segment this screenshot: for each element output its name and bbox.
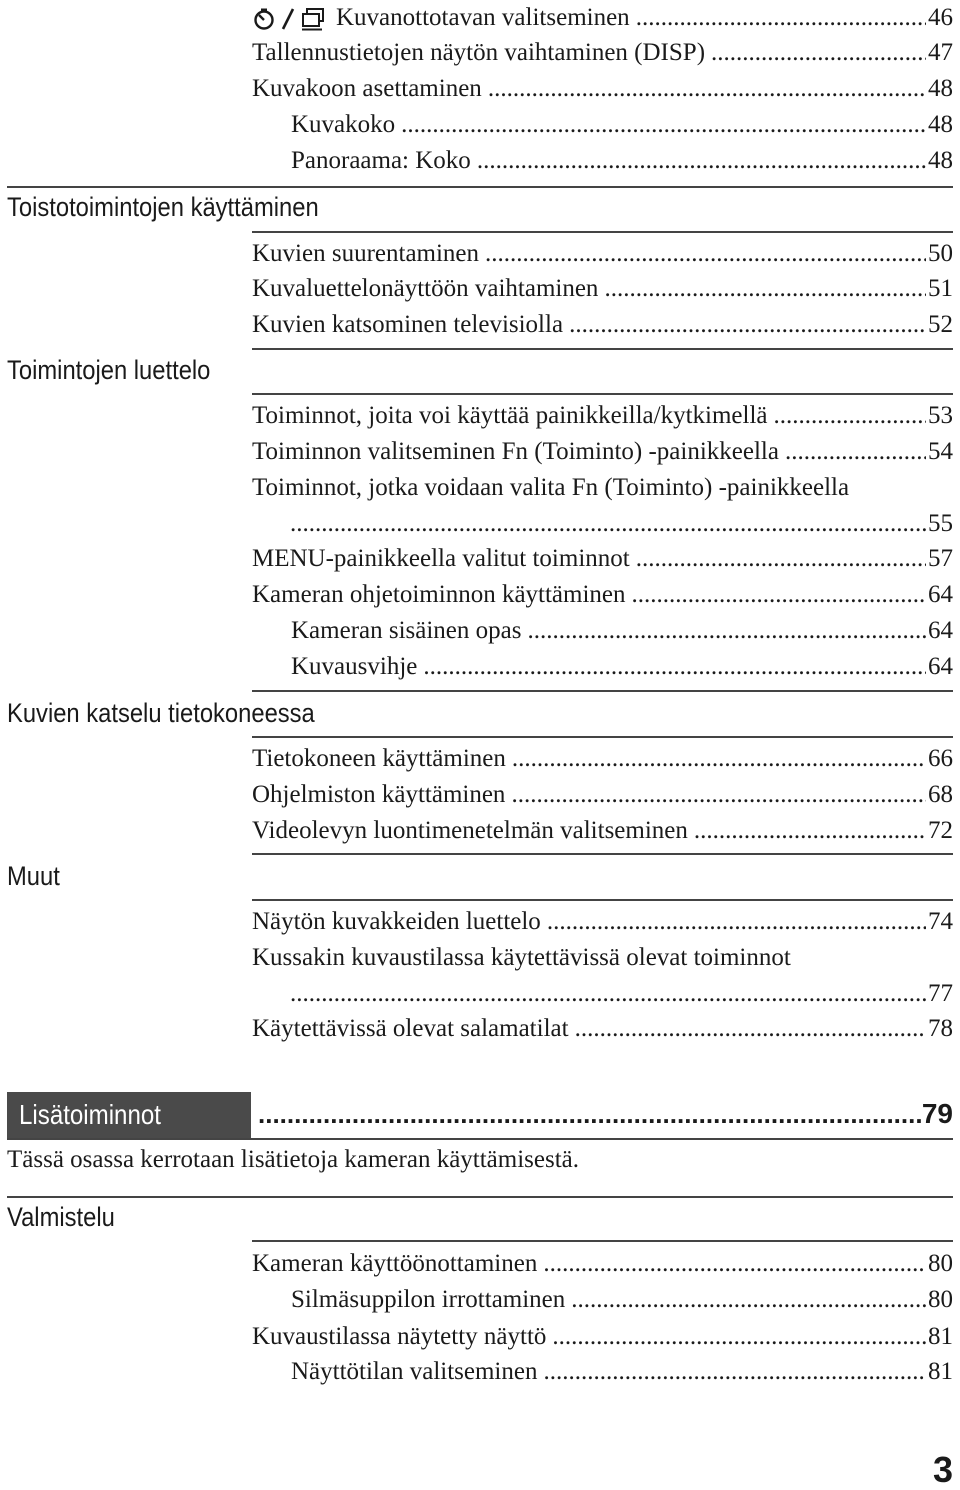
toc-entry-title: Videolevyn luontimenetelmän valitseminen [252, 817, 688, 844]
chapter-description: Tässä osassa kerrotaan lisätietoja kameran käyttämisestä. [7, 1146, 580, 1173]
toc-subentry[interactable] [291, 613, 953, 649]
toc-entry-title: Toiminnot, joita voi käyttää painikkeilla/kytkimellä [252, 402, 768, 429]
toc-entry-title: Tietokoneen käyttäminen [252, 745, 506, 772]
toc-entry-page: 48 [928, 111, 953, 138]
continuous-shooting-icon [300, 7, 326, 31]
page-number: 3 [932, 1449, 953, 1490]
toc-entry-page: 81 [928, 1358, 953, 1385]
toc-entry-continuation[interactable] [252, 976, 953, 1012]
toc-entry-title: Näyttötilan valitseminen [291, 1358, 538, 1385]
toc-entry-page: 64 [928, 653, 953, 680]
toc-entry[interactable] [252, 1011, 953, 1047]
section-divider [252, 348, 953, 350]
toc-entry[interactable] [252, 271, 953, 307]
section-divider [252, 736, 953, 738]
toc-entry-page: 68 [928, 781, 953, 808]
toc-entry-title: Tallennustietojen näytön vaihtaminen (DISP) [252, 39, 706, 66]
section-title: Toimintojen luettelo [7, 355, 211, 385]
slash-icon [280, 7, 296, 31]
section-title: Kuvien katselu tietokoneessa [7, 698, 315, 728]
toc-subentry[interactable] [291, 107, 953, 143]
section-divider [7, 1138, 953, 1140]
toc-entry[interactable] [252, 236, 953, 272]
toc-entry[interactable] [252, 35, 953, 71]
toc-entry[interactable] [252, 541, 953, 577]
toc-entry-page: 54 [928, 438, 953, 465]
toc-entry-title: Kuvaluettelonäyttöön vaihtaminen [252, 275, 599, 302]
chapter-title: Lisätoiminnot [19, 1099, 161, 1130]
toc-entry-page: 48 [928, 147, 953, 174]
toc-entry[interactable] [252, 398, 953, 434]
toc-entry-page: 72 [928, 817, 953, 844]
toc-entry[interactable] [252, 904, 953, 940]
toc-subentry[interactable] [291, 1282, 953, 1318]
section-divider [252, 393, 953, 395]
toc-entry[interactable] [252, 813, 953, 849]
toc-entry-page: 80 [928, 1250, 953, 1277]
toc-entry[interactable] [252, 1246, 953, 1282]
section-divider [252, 1240, 953, 1242]
toc-entry-page: 50 [928, 240, 953, 267]
toc-entry[interactable] [252, 307, 953, 343]
section-title: Toistotoimintojen käyttäminen [7, 192, 319, 222]
toc-entry-page: 48 [928, 75, 953, 102]
toc-entry-title: Toiminnon valitseminen Fn (Toiminto) -painikkeella [252, 438, 779, 465]
toc-entry-page: 55 [928, 510, 953, 537]
toc-entry-title: Näytön kuvakkeiden luettelo [252, 908, 541, 935]
toc-entry-title: Kuvakoko [291, 111, 396, 138]
toc-entry-page: 51 [928, 275, 953, 302]
toc-entry-title: Silmäsuppilon irrottaminen [291, 1286, 566, 1313]
toc-subentry[interactable] [291, 143, 953, 179]
toc-subentry[interactable] [291, 649, 953, 685]
toc-entry-page: 81 [928, 1323, 953, 1350]
toc-entry-title: Kameran sisäinen opas [291, 617, 522, 644]
section-divider [252, 899, 953, 901]
toc-entry[interactable] [252, 0, 953, 36]
section-divider [252, 853, 953, 855]
toc-entry-page: 74 [928, 908, 953, 935]
toc-entry-title: Kameran käyttöönottaminen [252, 1250, 538, 1277]
chapter-page: 79 [921, 1098, 953, 1129]
toc-entry-title: Kuvien suurentaminen [252, 240, 480, 267]
section-title: Valmistelu [7, 1202, 115, 1232]
section-divider [252, 690, 953, 692]
toc-entry-title: Kameran ohjetoiminnon käyttäminen [252, 581, 626, 608]
toc-entry-title: Käytettävissä olevat salamatilat [252, 1015, 569, 1042]
toc-entry-page: 47 [928, 39, 953, 66]
section-title: Muut [7, 861, 60, 891]
section-divider [7, 186, 953, 188]
toc-entry-page: 66 [928, 745, 953, 772]
toc-entry-page: 57 [928, 545, 953, 572]
chapter-heading[interactable] [7, 1092, 251, 1138]
toc-entry-title: Kuvanottotavan valitseminen [336, 4, 630, 31]
toc-entry[interactable] [252, 470, 953, 506]
toc-entry-page: 52 [928, 311, 953, 338]
toc-entry-title: Kussakin kuvaustilassa käytettävissä olevat toiminnot [252, 944, 791, 971]
section-divider [7, 1196, 953, 1198]
toc-entry-title: Kuvien katsominen televisiolla [252, 311, 564, 338]
toc-entry-page: 80 [928, 1286, 953, 1313]
drive-mode-icons [252, 7, 326, 31]
toc-entry[interactable] [252, 777, 953, 813]
self-timer-icon [252, 7, 276, 31]
toc-entry-page: 78 [928, 1015, 953, 1042]
toc-entry[interactable] [252, 71, 953, 107]
toc-entry[interactable] [252, 741, 953, 777]
toc-entry-title: Kuvaustilassa näytetty näyttö [252, 1323, 547, 1350]
toc-entry-title: Toiminnot, jotka voidaan valita Fn (Toiminto) -painikkeella [252, 474, 850, 501]
toc-entry-page: 53 [928, 402, 953, 429]
toc-entry-title: Kuvausvihje [291, 653, 418, 680]
toc-entry[interactable] [252, 940, 953, 976]
chapter-leader [258, 1094, 924, 1134]
toc-entry-page: 64 [928, 617, 953, 644]
section-divider [252, 231, 953, 233]
toc-entry[interactable] [252, 434, 953, 470]
toc-entry-title: Panoraama: Koko [291, 147, 471, 174]
toc-entry-page: 77 [928, 980, 953, 1007]
toc-entry-page: 64 [928, 581, 953, 608]
toc-entry-title: Kuvakoon asettaminen [252, 75, 482, 102]
toc-entry-title: MENU-painikkeella valitut toiminnot [252, 545, 630, 572]
toc-entry-page: 46 [928, 4, 953, 31]
toc-entry[interactable] [252, 1319, 953, 1355]
toc-entry[interactable] [252, 577, 953, 613]
toc-entry-title: Ohjelmiston käyttäminen [252, 781, 506, 808]
toc-subentry[interactable] [291, 1354, 953, 1390]
toc-entry-continuation[interactable] [252, 506, 953, 542]
